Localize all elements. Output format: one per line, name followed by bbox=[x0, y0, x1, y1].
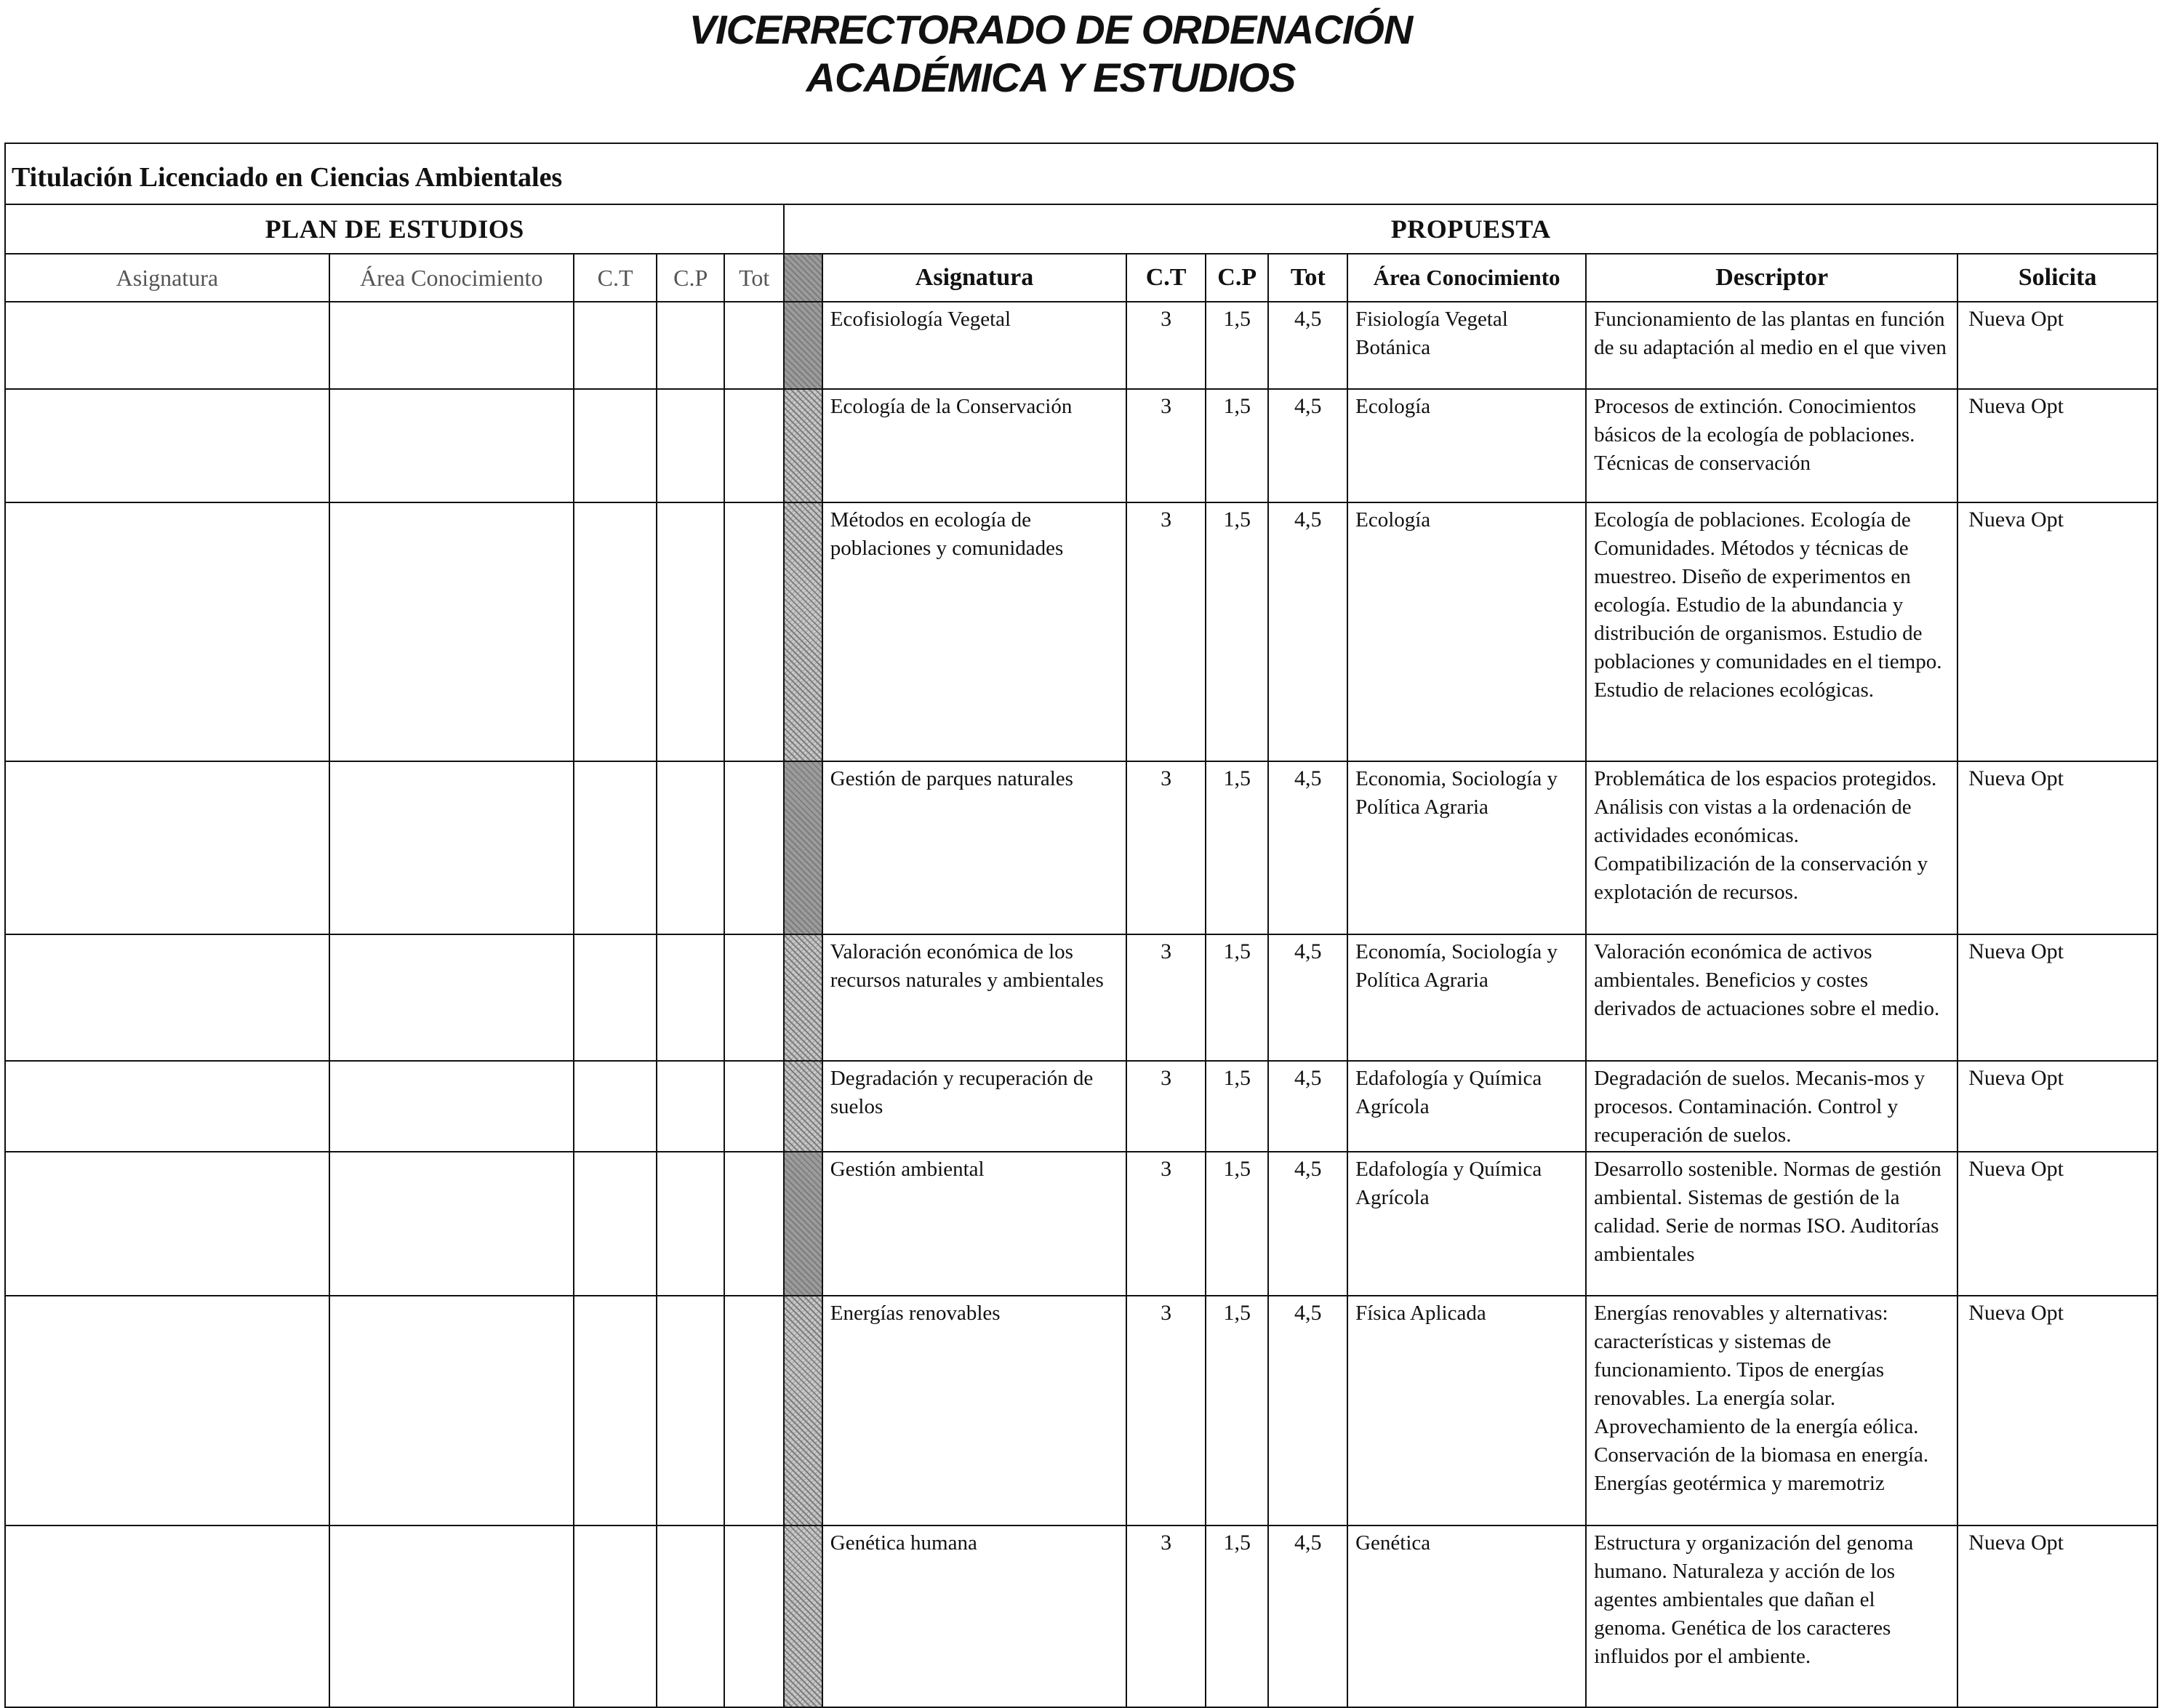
plan-cp-cell bbox=[657, 1525, 724, 1707]
descriptor-cell: Energías renovables y alternativas: características y sistemas de funcionamiento. Tipos de energías renovables. La energía solar. Aprovechamiento de la energía eólica. Conservación de la biomasa en energía. Energías geotérmica y maremotriz bbox=[1586, 1296, 1957, 1525]
plan-asignatura-cell bbox=[5, 1061, 329, 1152]
descriptor-cell: Funcionamiento de las plantas en función de su adaptación al medio en el que viven bbox=[1586, 302, 1957, 389]
prop-col-descriptor: Descriptor bbox=[1586, 254, 1957, 302]
plan-col-ct: C.T bbox=[574, 254, 657, 302]
tot-cell: 4,5 bbox=[1268, 1296, 1347, 1525]
plan-cp-cell bbox=[657, 1296, 724, 1525]
table-row bbox=[5, 1152, 2157, 1296]
area-cell: Edafología y Química Agrícola bbox=[1347, 1061, 1586, 1152]
plan-tot-cell bbox=[724, 1061, 784, 1152]
ct-cell: 3 bbox=[1126, 1061, 1206, 1152]
hatched-separator bbox=[784, 502, 822, 761]
plan-ct-cell bbox=[574, 1525, 657, 1707]
plan-tot-cell bbox=[724, 1525, 784, 1707]
prop-col-area: Área Conocimiento bbox=[1347, 254, 1586, 302]
plan-area-cell bbox=[329, 389, 574, 502]
hatched-separator bbox=[784, 1061, 822, 1152]
titulacion-title: Titulación Licenciado en Ciencias Ambientales bbox=[5, 143, 2157, 204]
plan-cp-cell bbox=[657, 761, 724, 934]
cp-cell: 1,5 bbox=[1206, 502, 1269, 761]
hatched-separator bbox=[784, 761, 822, 934]
plan-ct-cell bbox=[574, 1296, 657, 1525]
cp-cell: 1,5 bbox=[1206, 1525, 1269, 1707]
descriptor-cell: Valoración económica de activos ambientales. Beneficios y costes derivados de actuaciones sobre el medio. bbox=[1586, 934, 1957, 1061]
tot-cell: 4,5 bbox=[1268, 502, 1347, 761]
descriptor-cell: Desarrollo sostenible. Normas de gestión ambiental. Sistemas de gestión de la calidad. Serie de normas ISO. Auditorías ambientales bbox=[1586, 1152, 1957, 1296]
asignatura-cell: Energías renovables bbox=[822, 1296, 1127, 1525]
table-row bbox=[5, 502, 2157, 761]
hatched-separator bbox=[784, 389, 822, 502]
descriptor-cell: Problemática de los espacios protegidos. Análisis con vistas a la ordenación de actividades económicas. Compatibilización de la conservación y explotación de recursos. bbox=[1586, 761, 1957, 934]
area-cell: Economia, Sociología y Política Agraria bbox=[1347, 761, 1586, 934]
tot-cell: 4,5 bbox=[1268, 934, 1347, 1061]
plan-area-cell bbox=[329, 761, 574, 934]
asignatura-cell: Gestión de parques naturales bbox=[822, 761, 1127, 934]
plan-ct-cell bbox=[574, 502, 657, 761]
tot-cell: 4,5 bbox=[1268, 302, 1347, 389]
plan-ct-cell bbox=[574, 302, 657, 389]
plan-col-cp: C.P bbox=[657, 254, 724, 302]
ct-cell: 3 bbox=[1126, 1152, 1206, 1296]
plan-cp-cell bbox=[657, 302, 724, 389]
cp-cell: 1,5 bbox=[1206, 389, 1269, 502]
plan-asignatura-cell bbox=[5, 1525, 329, 1707]
plan-area-cell bbox=[329, 934, 574, 1061]
solicita-cell: Nueva Opt bbox=[1957, 1152, 2157, 1296]
solicita-cell: Nueva Opt bbox=[1957, 761, 2157, 934]
plan-area-cell bbox=[329, 502, 574, 761]
plan-cp-cell bbox=[657, 502, 724, 761]
asignatura-cell: Valoración económica de los recursos naturales y ambientales bbox=[822, 934, 1127, 1061]
ct-cell: 3 bbox=[1126, 1296, 1206, 1525]
table-row bbox=[5, 1061, 2157, 1152]
prop-col-solicita: Solicita bbox=[1957, 254, 2157, 302]
cp-cell: 1,5 bbox=[1206, 302, 1269, 389]
propuesta-heading: PROPUESTA bbox=[784, 204, 2157, 254]
tot-cell: 4,5 bbox=[1268, 1061, 1347, 1152]
hatched-separator bbox=[784, 302, 822, 389]
descriptor-cell: Ecología de poblaciones. Ecología de Comunidades. Métodos y técnicas de muestreo. Diseño de experimentos en ecología. Estudio de la abundancia y distribución de organismos. Estudio de poblaciones y comunidades en el tiempo. Estudio de relaciones ecológicas. bbox=[1586, 502, 1957, 761]
table-row bbox=[5, 302, 2157, 389]
plan-ct-cell bbox=[574, 1152, 657, 1296]
header-line-1: VICERRECTORADO DE ORDENACIÓN bbox=[689, 7, 1413, 52]
prop-col-tot: Tot bbox=[1268, 254, 1347, 302]
plan-col-tot: Tot bbox=[724, 254, 784, 302]
prop-col-ct: C.T bbox=[1126, 254, 1206, 302]
hatched-separator bbox=[784, 254, 822, 302]
plan-ct-cell bbox=[574, 934, 657, 1061]
plan-area-cell bbox=[329, 1525, 574, 1707]
ct-cell: 3 bbox=[1126, 1525, 1206, 1707]
table-row bbox=[5, 1296, 2157, 1525]
area-cell: Ecología bbox=[1347, 389, 1586, 502]
prop-col-asignatura: Asignatura bbox=[822, 254, 1127, 302]
solicita-cell: Nueva Opt bbox=[1957, 934, 2157, 1061]
descriptor-cell: Degradación de suelos. Mecanis-mos y procesos. Contaminación. Control y recuperación de suelos. bbox=[1586, 1061, 1957, 1152]
plan-propuesta-table bbox=[4, 143, 2158, 1708]
plan-area-cell bbox=[329, 1061, 574, 1152]
plan-asignatura-cell bbox=[5, 302, 329, 389]
solicita-cell: Nueva Opt bbox=[1957, 1525, 2157, 1707]
cp-cell: 1,5 bbox=[1206, 1061, 1269, 1152]
ct-cell: 3 bbox=[1126, 934, 1206, 1061]
plan-asignatura-cell bbox=[5, 934, 329, 1061]
cp-cell: 1,5 bbox=[1206, 934, 1269, 1061]
hatched-separator bbox=[784, 1152, 822, 1296]
plan-tot-cell bbox=[724, 761, 784, 934]
ct-cell: 3 bbox=[1126, 302, 1206, 389]
tot-cell: 4,5 bbox=[1268, 1152, 1347, 1296]
plan-area-cell bbox=[329, 302, 574, 389]
table-row bbox=[5, 1525, 2157, 1707]
plan-asignatura-cell bbox=[5, 1296, 329, 1525]
asignatura-cell: Ecología de la Conservación bbox=[822, 389, 1127, 502]
asignatura-cell: Degradación y recuperación de suelos bbox=[822, 1061, 1127, 1152]
asignatura-cell: Ecofisiología Vegetal bbox=[822, 302, 1127, 389]
plan-asignatura-cell bbox=[5, 389, 329, 502]
plan-area-cell bbox=[329, 1152, 574, 1296]
area-cell: Edafología y Química Agrícola bbox=[1347, 1152, 1586, 1296]
plan-tot-cell bbox=[724, 934, 784, 1061]
plan-de-estudios-heading: PLAN DE ESTUDIOS bbox=[5, 204, 784, 254]
solicita-cell: Nueva Opt bbox=[1957, 389, 2157, 502]
descriptor-cell: Procesos de extinción. Conocimientos básicos de la ecología de poblaciones. Técnicas de conservación bbox=[1586, 389, 1957, 502]
plan-asignatura-cell bbox=[5, 502, 329, 761]
ct-cell: 3 bbox=[1126, 761, 1206, 934]
table-row bbox=[5, 389, 2157, 502]
hatched-separator bbox=[784, 1296, 822, 1525]
area-cell: Genética bbox=[1347, 1525, 1586, 1707]
header-line-2: ACADÉMICA Y ESTUDIOS bbox=[806, 55, 1296, 100]
plan-ct-cell bbox=[574, 1061, 657, 1152]
area-cell: Ecología bbox=[1347, 502, 1586, 761]
plan-cp-cell bbox=[657, 1061, 724, 1152]
plan-tot-cell bbox=[724, 1296, 784, 1525]
plan-cp-cell bbox=[657, 934, 724, 1061]
plan-asignatura-cell bbox=[5, 761, 329, 934]
plan-cp-cell bbox=[657, 1152, 724, 1296]
solicita-cell: Nueva Opt bbox=[1957, 502, 2157, 761]
table-row bbox=[5, 761, 2157, 934]
solicita-cell: Nueva Opt bbox=[1957, 1061, 2157, 1152]
asignatura-cell: Gestión ambiental bbox=[822, 1152, 1127, 1296]
plan-col-asignatura: Asignatura bbox=[5, 254, 329, 302]
plan-tot-cell bbox=[724, 502, 784, 761]
plan-ct-cell bbox=[574, 761, 657, 934]
plan-ct-cell bbox=[574, 389, 657, 502]
solicita-cell: Nueva Opt bbox=[1957, 302, 2157, 389]
asignatura-cell: Métodos en ecología de poblaciones y comunidades bbox=[822, 502, 1127, 761]
hatched-separator bbox=[784, 934, 822, 1061]
hatched-separator bbox=[784, 1525, 822, 1707]
asignatura-cell: Genética humana bbox=[822, 1525, 1127, 1707]
document-header bbox=[0, 6, 2101, 102]
tot-cell: 4,5 bbox=[1268, 1525, 1347, 1707]
plan-col-area: Área Conocimiento bbox=[329, 254, 574, 302]
table-row bbox=[5, 934, 2157, 1061]
area-cell: Economía, Sociología y Política Agraria bbox=[1347, 934, 1586, 1061]
plan-tot-cell bbox=[724, 302, 784, 389]
ct-cell: 3 bbox=[1126, 389, 1206, 502]
solicita-cell: Nueva Opt bbox=[1957, 1296, 2157, 1525]
ct-cell: 3 bbox=[1126, 502, 1206, 761]
plan-tot-cell bbox=[724, 389, 784, 502]
plan-area-cell bbox=[329, 1296, 574, 1525]
plan-cp-cell bbox=[657, 389, 724, 502]
prop-col-cp: C.P bbox=[1206, 254, 1269, 302]
tot-cell: 4,5 bbox=[1268, 761, 1347, 934]
tot-cell: 4,5 bbox=[1268, 389, 1347, 502]
area-cell: Física Aplicada bbox=[1347, 1296, 1586, 1525]
plan-tot-cell bbox=[724, 1152, 784, 1296]
cp-cell: 1,5 bbox=[1206, 761, 1269, 934]
descriptor-cell: Estructura y organización del genoma humano. Naturaleza y acción de los agentes ambientales que dañan el genoma. Genética de los caracteres influidos por el ambiente. bbox=[1586, 1525, 1957, 1707]
cp-cell: 1,5 bbox=[1206, 1296, 1269, 1525]
area-cell: Fisiología Vegetal Botánica bbox=[1347, 302, 1586, 389]
cp-cell: 1,5 bbox=[1206, 1152, 1269, 1296]
plan-asignatura-cell bbox=[5, 1152, 329, 1296]
